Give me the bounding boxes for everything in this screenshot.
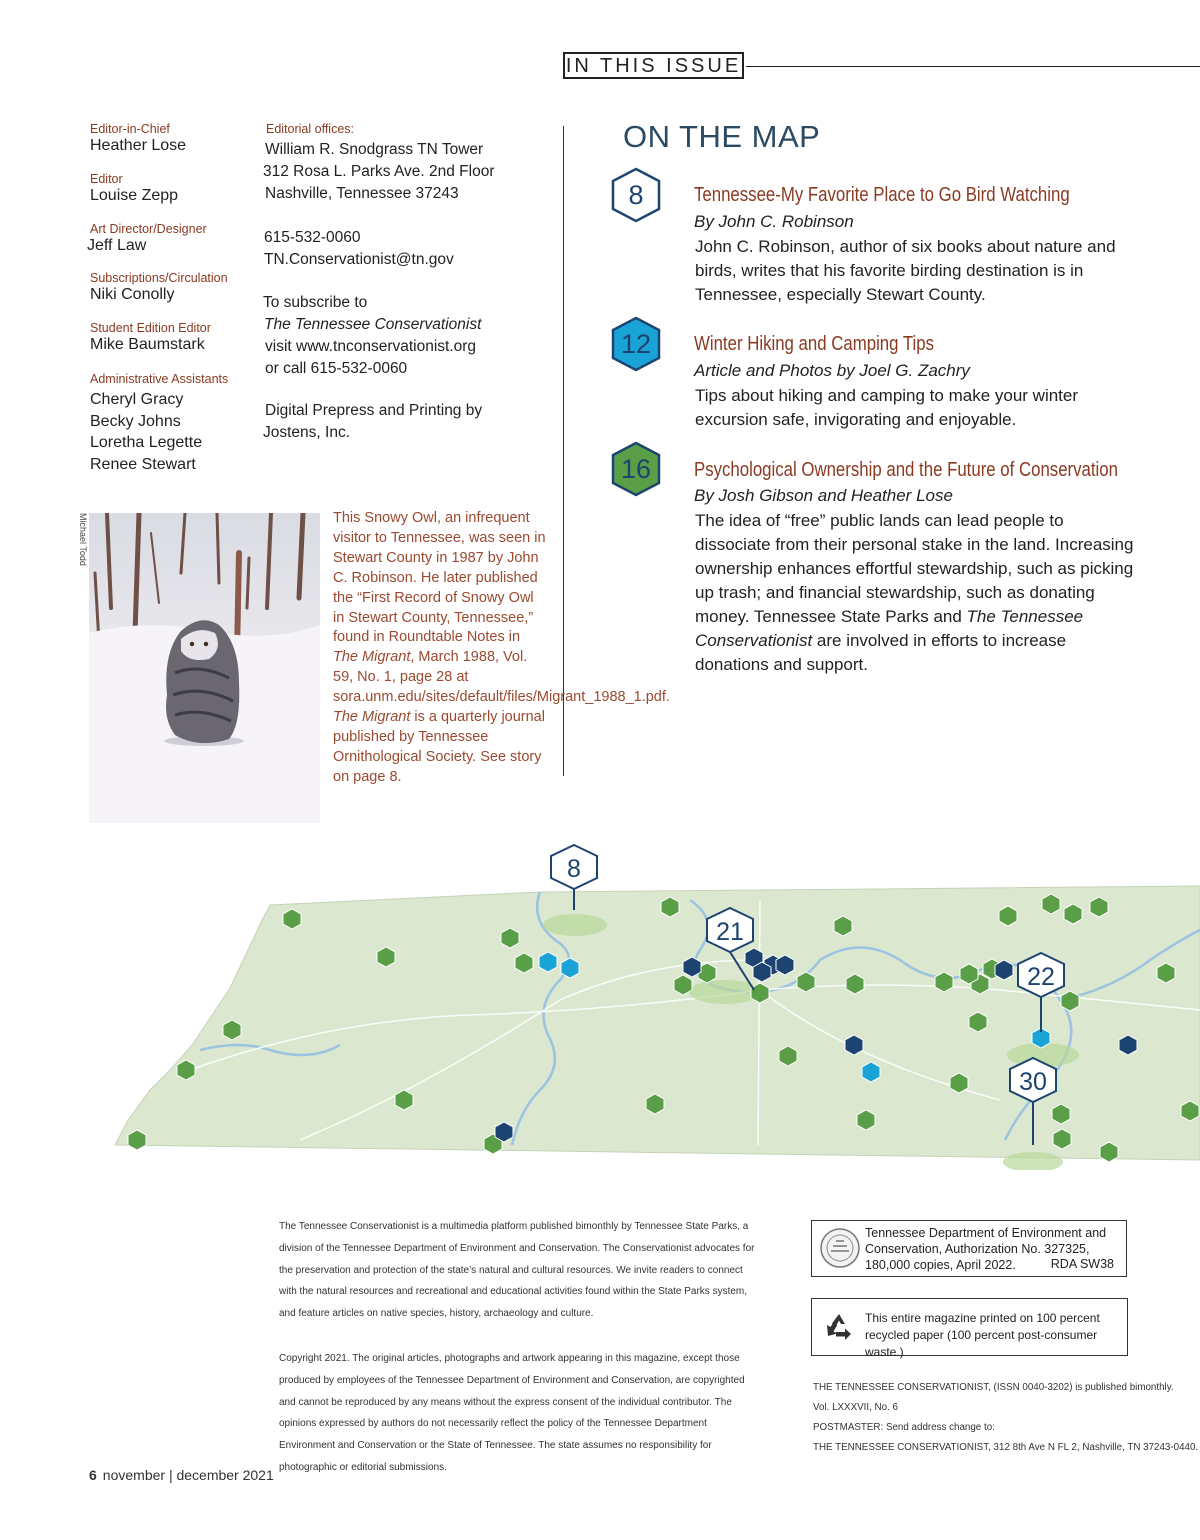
postal-line: THE TENNESSEE CONSERVATIONIST, (ISSN 0040-3202) is published bimonthly. bbox=[813, 1382, 1174, 1393]
page-hex-badge[interactable] bbox=[609, 440, 663, 498]
masthead-name: Jeff Law bbox=[87, 237, 147, 254]
masthead-name: Louise Zepp bbox=[90, 187, 179, 204]
story-desc-text: Tips about hiking and camping to make your winter excursion safe, invigorating and enjoyable. bbox=[695, 386, 1079, 429]
page-hex-badge[interactable] bbox=[609, 315, 663, 373]
state-outline bbox=[115, 886, 1200, 1160]
story-byline: Article and Photos by Joel G. Zachry bbox=[694, 361, 970, 380]
photo-caption bbox=[333, 509, 670, 788]
address-line: 312 Rosa L. Parks Ave. 2nd Floor bbox=[263, 163, 495, 180]
office-phone: 615-532-0060 bbox=[264, 229, 361, 246]
authorization-text: Tennessee Department of Environment and Conservation, Authorization No. 327325, 180,000 copies, April 2022. bbox=[865, 1226, 1107, 1272]
story-description bbox=[695, 509, 1135, 677]
story-byline: By John C. Robinson bbox=[694, 212, 854, 231]
recycle-icon bbox=[824, 1312, 854, 1342]
story-page-number: 12 bbox=[620, 329, 652, 359]
masthead-name: Loretha Legette bbox=[90, 434, 203, 451]
story-byline: By Josh Gibson and Heather Lose bbox=[694, 486, 953, 505]
header-rule bbox=[746, 66, 1200, 67]
authorization-box bbox=[811, 1220, 1127, 1277]
caption-text: is a quarterly journal published by Tennessee Ornithological Society. See story on page 8. bbox=[333, 709, 545, 785]
pin-label: 8 bbox=[567, 855, 581, 883]
copyright-paragraph: Copyright 2021. The original articles, photographs and artwork appearing in this magazine, except those produced by employees of the Tennessee Department of Environment and Conservation, are copyrighted and cannot be reproduced by any means without the express consent of the individual contributor. The opinions expressed by authors do not necessarily reflect the policy of the Tennessee Department Environment and Conservation or the State of Tennessee. The state assumes no responsibility for photographic or editorial submissions. bbox=[279, 1353, 745, 1473]
story-desc-text: The idea of “free” public lands can lead people to dissociate from their personal stake in the land. Increasing ownership enhances effortful stewardship, such as picking up trash; and financial stewardship, such as donating money. Tennessee State Parks and bbox=[695, 511, 1134, 626]
printing-line: Jostens, Inc. bbox=[263, 424, 351, 441]
story-title[interactable]: Tennessee-My Favorite Place to Go Bird Watching bbox=[694, 184, 1070, 206]
snowy-owl-photo bbox=[89, 513, 320, 823]
postal-line: POSTMASTER: Send address change to: bbox=[813, 1422, 995, 1433]
about-paragraph: The Tennessee Conservationist is a multimedia platform published bimonthly by Tennessee State Parks, a division of the Tennessee Department of Environment and Conservation. The Conservationist advocates for the preservation and protection of the state’s natural and cultural resources. We invite readers to connect with the natural resources and recreational and educational activities found within the State Parks system, and feature articles on native species, history, archaeology and culture. bbox=[279, 1221, 755, 1320]
authorization-rda: RDA SW38 bbox=[1050, 1257, 1114, 1271]
masthead-name: Heather Lose bbox=[90, 137, 187, 154]
section-label: IN THIS ISSUE bbox=[563, 52, 744, 79]
recycled-paper-box bbox=[811, 1298, 1128, 1359]
subscribe-line: The Tennessee Conservationist bbox=[264, 316, 482, 333]
masthead-name: Mike Baumstark bbox=[90, 336, 205, 353]
caption-text: This Snowy Owl, an infrequent visitor to Tennessee, was seen in Stewart County in 1987 by John C. Robinson. He later published the “First Record of Snowy Owl in Stewart County, Tennessee,” found in Roundtable Notes in bbox=[333, 510, 546, 646]
page-number: 6 bbox=[89, 1467, 97, 1483]
subscribe-link[interactable]: visit www.tnconservationist.org bbox=[265, 338, 477, 355]
story-page-number: 16 bbox=[620, 454, 652, 484]
address-line: Nashville, Tennessee 37243 bbox=[265, 185, 459, 202]
masthead-role: Administrative Assistants bbox=[90, 372, 229, 386]
column-divider bbox=[563, 126, 564, 776]
state-seal-icon bbox=[819, 1227, 861, 1269]
address-line: William R. Snodgrass TN Tower bbox=[265, 141, 484, 158]
story-description bbox=[695, 384, 1135, 432]
on-the-map-title: ON THE MAP bbox=[623, 119, 821, 154]
story-desc-text: are involved in efforts to increase donations and support. bbox=[695, 631, 1067, 674]
masthead-name: Becky Johns bbox=[90, 413, 181, 430]
pin-label: 22 bbox=[1027, 963, 1055, 991]
masthead-role: Editor-in-Chief bbox=[90, 122, 170, 136]
office-email[interactable]: TN.Conservationist@tn.gov bbox=[264, 251, 454, 268]
masthead-name: Cheryl Gracy bbox=[90, 391, 184, 408]
postal-line: THE TENNESSEE CONSERVATIONIST, 312 8th Ave N FL 2, Nashville, TN 37243-0440. bbox=[813, 1442, 1199, 1453]
story-page-number: 8 bbox=[628, 180, 644, 210]
tennessee-parks-map bbox=[0, 840, 1200, 1170]
postal-line: Vol. LXXXVII, No. 6 bbox=[813, 1402, 898, 1413]
caption-italic: The Migrant bbox=[333, 649, 411, 666]
photo-credit: Michael Todd bbox=[78, 513, 88, 566]
story-title[interactable]: Winter Hiking and Camping Tips bbox=[694, 333, 934, 355]
story-desc-text: John C. Robinson, author of six books about nature and birds, writes that his favorite birding destination is in Tennessee, especially Stewart County. bbox=[695, 237, 1116, 304]
story-desc-italic: The Tennessee Conservationist bbox=[695, 607, 1084, 650]
masthead-role: Student Edition Editor bbox=[90, 321, 211, 335]
subscribe-line: To subscribe to bbox=[263, 294, 368, 311]
story-description bbox=[695, 235, 1135, 307]
page-hex-badge[interactable] bbox=[609, 166, 663, 224]
caption-italic: The Migrant bbox=[333, 709, 411, 726]
pin-label: 30 bbox=[1019, 1068, 1047, 1096]
subscribe-line: or call 615-532-0060 bbox=[265, 360, 408, 377]
page-folio bbox=[89, 1467, 274, 1483]
story-title[interactable]: Psychological Ownership and the Future of Conservation bbox=[694, 459, 1118, 481]
printing-line: Digital Prepress and Printing by bbox=[265, 402, 483, 419]
masthead-role: Subscriptions/Circulation bbox=[90, 271, 228, 285]
offices-label: Editorial offices: bbox=[266, 122, 355, 136]
masthead-role: Editor bbox=[90, 172, 123, 186]
caption-text: , March 1988, Vol. 59, No. 1, page 28 at sora.unm.edu/sites/default/files/Migrant_1988_1.pdf. bbox=[333, 649, 670, 706]
masthead-role: Art Director/Designer bbox=[90, 222, 207, 236]
recycled-paper-text: This entire magazine printed on 100 percent recycled paper (100 percent post-consumer waste.) bbox=[865, 1311, 1100, 1359]
pin-label: 21 bbox=[716, 918, 744, 946]
masthead-name: Niki Conolly bbox=[90, 286, 175, 303]
issue-date: november | december 2021 bbox=[102, 1467, 274, 1483]
masthead-name: Renee Stewart bbox=[90, 456, 196, 473]
postal-info bbox=[813, 1378, 1198, 1458]
